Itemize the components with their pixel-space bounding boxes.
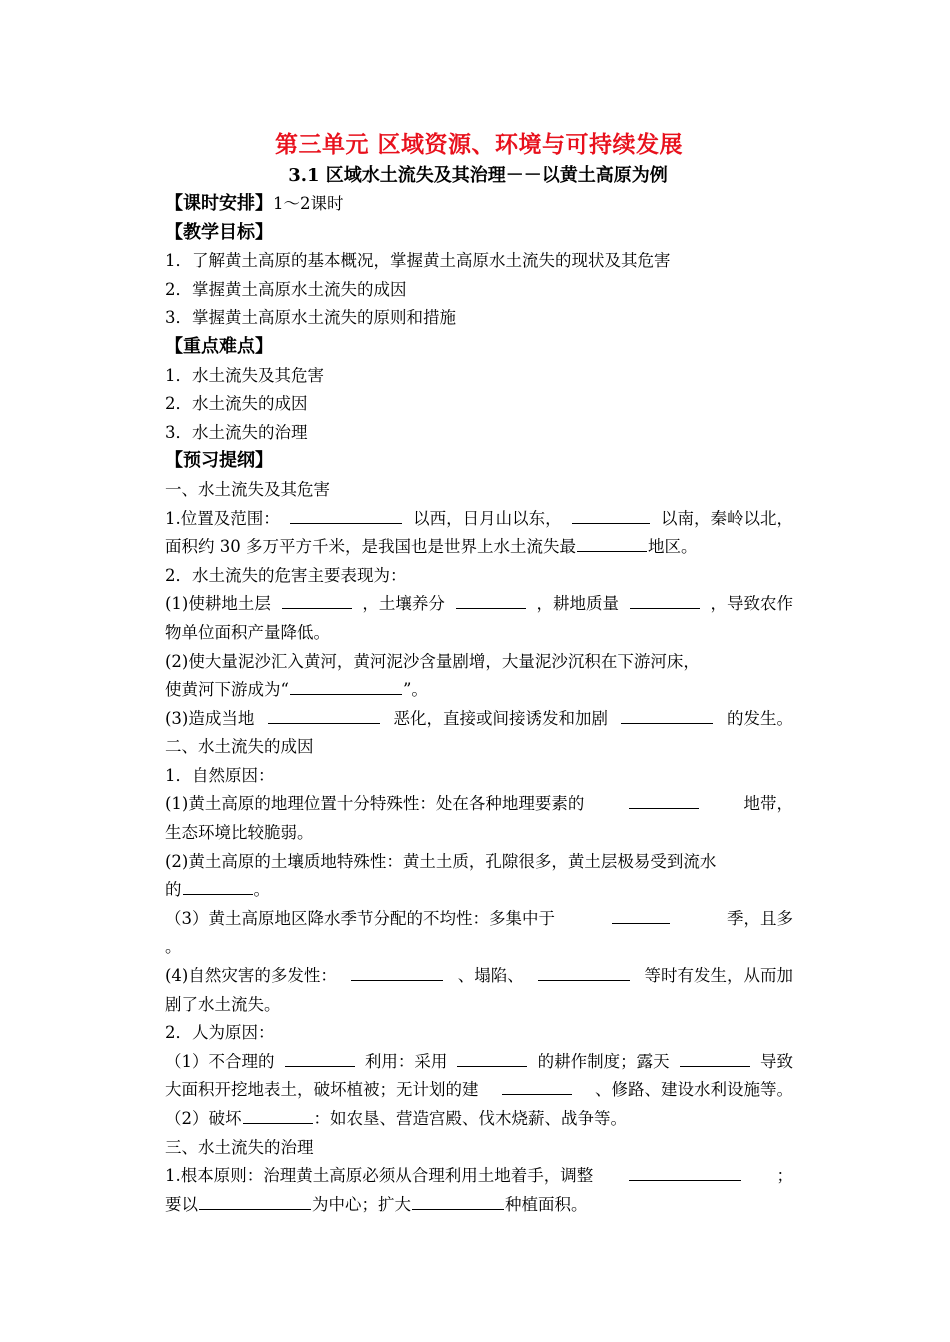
- paragraph: 生态环境比较脆弱。: [165, 823, 314, 843]
- paragraph: (4)自然灾害的多发性： 、塌陷、 等时有发生，从而加: [165, 962, 793, 991]
- paragraph: 物单位面积产量降低。: [165, 622, 330, 642]
- schedule-line: [165, 190, 793, 219]
- fill-blank[interactable]: [183, 876, 253, 895]
- section-title: 三、水土流失的治理: [165, 1137, 314, 1157]
- paragraph: 要以 为中心；扩大 种植面积。: [165, 1191, 793, 1220]
- fill-blank[interactable]: [621, 705, 713, 724]
- paragraph: (2)黄土高原的土壤质地特殊性：黄土土质，孔隙很多，黄土层极易受到流水: [165, 851, 717, 871]
- paragraph: 1.根本原则：治理黄土高原必须从合理利用土地着手，调整 ；: [165, 1162, 793, 1191]
- fill-blank[interactable]: [577, 533, 647, 552]
- fill-blank[interactable]: [243, 1105, 313, 1124]
- keypoint-item: 2．水土流失的成因: [165, 394, 308, 414]
- fill-blank[interactable]: [457, 1048, 527, 1067]
- paragraph: 的 。: [165, 876, 793, 905]
- paragraph: 大面积开挖地表土，破坏植被；无计划的建 、修路、建设水利设施等。: [165, 1076, 793, 1105]
- goals-heading: 【教学目标】: [165, 221, 273, 243]
- fill-blank[interactable]: [290, 505, 402, 524]
- keypoint-item: 3．水土流失的治理: [165, 422, 308, 442]
- fill-blank[interactable]: [680, 1048, 750, 1067]
- schedule-value: 1～2课时: [273, 194, 344, 213]
- goal-item: 1．了解黄土高原的基本概况，掌握黄土高原水土流失的现状及其危害: [165, 251, 671, 271]
- paragraph: （3）黄土高原地区降水季节分配的不均性：多集中于 季，且多: [165, 905, 793, 934]
- fill-blank[interactable]: [268, 705, 380, 724]
- paragraph: 使黄河下游成为“ ”。: [165, 676, 793, 705]
- schedule-heading: 【课时安排】: [165, 193, 273, 214]
- fill-blank[interactable]: [502, 1076, 572, 1095]
- fill-blank[interactable]: [282, 590, 352, 609]
- keypoint-item: 1．水土流失及其危害: [165, 365, 324, 385]
- document-page: [165, 128, 793, 1219]
- fill-blank[interactable]: [629, 790, 699, 809]
- section-title: 一、水土流失及其危害: [165, 479, 330, 499]
- outline-heading: 【预习提纲】: [165, 450, 273, 472]
- fill-blank[interactable]: [630, 590, 700, 609]
- paragraph: (2)使大量泥沙汇入黄河，黄河泥沙含量剧增，大量泥沙沉积在下游河床，: [165, 651, 700, 671]
- fill-blank[interactable]: [456, 590, 526, 609]
- fill-blank[interactable]: [538, 962, 630, 981]
- fill-blank[interactable]: [612, 905, 670, 924]
- paragraph: （2）破坏 ：如农垦、营造宫殿、伐木烧薪、战争等。: [165, 1105, 793, 1134]
- fill-blank[interactable]: [290, 676, 402, 695]
- lesson-title: 3.1 区域水土流失及其治理－－以黄土高原为例: [288, 165, 668, 186]
- paragraph: 2．水土流失的危害主要表现为：: [165, 565, 407, 585]
- fill-blank[interactable]: [572, 505, 650, 524]
- fill-blank[interactable]: [199, 1191, 311, 1210]
- paragraph: 2．人为原因：: [165, 1023, 275, 1043]
- goal-item: 2．掌握黄土高原水土流失的成因: [165, 279, 407, 299]
- paragraph: 1．自然原因：: [165, 765, 275, 785]
- paragraph: (1)使耕地土层 ，土壤养分 ，耕地质量 ，导致农作: [165, 590, 793, 619]
- paragraph: 。: [165, 937, 182, 957]
- paragraph: (3)造成当地 恶化，直接或间接诱发和加剧 的发生。: [165, 705, 793, 734]
- paragraph: 1.位置及范围： 以西，日月山以东， 以南，秦岭以北，: [165, 505, 793, 534]
- fill-blank[interactable]: [629, 1162, 741, 1181]
- fill-blank[interactable]: [285, 1048, 355, 1067]
- goal-item: 3．掌握黄土高原水土流失的原则和措施: [165, 308, 456, 328]
- unit-title: 第三单元 区域资源、环境与可持续发展: [274, 131, 683, 158]
- paragraph: 剧了水土流失。: [165, 994, 281, 1014]
- section-title: 二、水土流失的成因: [165, 737, 314, 757]
- paragraph: （1）不合理的 利用：采用 的耕作制度；露天 导致: [165, 1048, 793, 1077]
- fill-blank[interactable]: [351, 962, 443, 981]
- paragraph: (1)黄土高原的地理位置十分特殊性：处在各种地理要素的 地带，: [165, 790, 793, 819]
- paragraph: 面积约 30 多万平方千米，是我国也是世界上水土流失最 地区。: [165, 533, 793, 562]
- keypoints-heading: 【重点难点】: [165, 335, 273, 357]
- fill-blank[interactable]: [412, 1191, 504, 1210]
